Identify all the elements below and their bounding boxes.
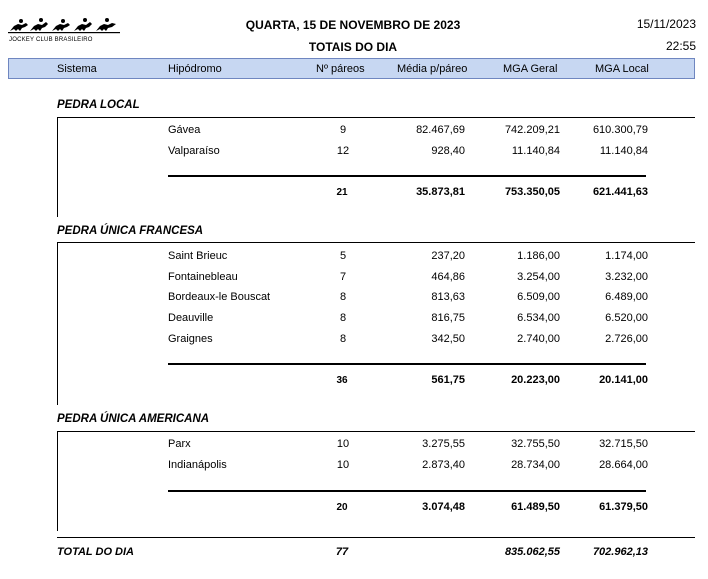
subtotal-rule: [168, 490, 646, 492]
row-hipodromo: Valparaíso: [168, 145, 220, 157]
row-mga-local: 32.715,50: [599, 438, 648, 450]
row-hipodromo: Gávea: [168, 124, 201, 136]
column-header-mga-local: MGA Local: [595, 63, 649, 75]
column-header-pareos: Nº páreos: [316, 63, 365, 75]
logo-caption: JOCKEY CLUB BRASILEIRO: [9, 37, 93, 43]
row-mga-geral: 2.740,00: [517, 333, 560, 345]
row-mga-local: 3.232,00: [605, 271, 648, 283]
total-mga-local: 702.962,13: [592, 546, 648, 558]
row-mga-local: 6.489,00: [605, 291, 648, 303]
row-mga-geral: 3.254,00: [517, 271, 560, 283]
row-mga-geral: 32.755,50: [511, 438, 560, 450]
subtotal-media: 561,75: [431, 374, 465, 386]
total-label: TOTAL DO DIA: [57, 546, 134, 558]
column-header-hipodromo: Hipódromo: [168, 63, 222, 75]
section-left-border: [57, 242, 58, 405]
section-title: PEDRA LOCAL: [57, 99, 140, 111]
row-mga-local: 2.726,00: [605, 333, 648, 345]
section-title: PEDRA ÚNICA FRANCESA: [57, 225, 204, 237]
row-media: 3.275,55: [422, 438, 465, 450]
row-media: 82.467,69: [416, 124, 465, 136]
row-mga-local: 6.520,00: [605, 312, 648, 324]
total-pareos: 77: [335, 546, 349, 558]
row-mga-local: 11.140,84: [599, 145, 648, 157]
row-mga-geral: 11.140,84: [511, 145, 560, 157]
row-media: 237,20: [431, 250, 465, 262]
subtotal-rule: [168, 175, 646, 177]
row-pareos: 9: [339, 124, 347, 136]
report-title: QUARTA, 15 DE NOVEMBRO DE 2023: [245, 18, 461, 32]
row-pareos: 5: [339, 250, 347, 262]
row-media: 2.873,40: [422, 459, 465, 471]
row-pareos: 10: [336, 459, 350, 471]
subtotal-mga-local: 621.441,63: [592, 186, 648, 198]
row-mga-geral: 1.186,00: [517, 250, 560, 262]
column-header-mga-geral: MGA Geral: [503, 63, 558, 75]
subtotal-pareos: 36: [336, 375, 348, 386]
subtotal-media: 3.074,48: [422, 501, 465, 513]
total-mga-geral: 835.062,55: [504, 546, 560, 558]
row-mga-local: 1.174,00: [605, 250, 648, 262]
row-media: 464,86: [431, 271, 465, 283]
row-hipodromo: Parx: [168, 438, 191, 450]
report-date: 15/11/2023: [636, 17, 696, 31]
row-mga-geral: 6.509,00: [517, 291, 560, 303]
row-hipodromo: Graignes: [168, 333, 213, 345]
subtotal-mga-local: 20.141,00: [599, 374, 648, 386]
subtotal-media: 35.873,81: [416, 186, 465, 198]
subtotal-mga-geral: 61.489,50: [511, 501, 560, 513]
row-mga-local: 28.664,00: [599, 459, 648, 471]
column-header-media: Média p/páreo: [397, 63, 468, 75]
row-pareos: 10: [336, 438, 350, 450]
row-media: 342,50: [431, 333, 465, 345]
row-pareos: 8: [339, 333, 347, 345]
subtotal-rule: [168, 363, 646, 365]
row-media: 816,75: [431, 312, 465, 324]
row-hipodromo: Saint Brieuc: [168, 250, 228, 262]
subtotal-mga-local: 61.379,50: [599, 501, 648, 513]
row-hipodromo: Bordeaux-le Bouscat: [168, 291, 271, 303]
section-left-border: [57, 117, 58, 217]
total-rule: [57, 537, 695, 538]
subtotal-pareos: 21: [336, 187, 348, 198]
report-subtitle: TOTAIS DO DIA: [308, 40, 398, 54]
subtotal-mga-geral: 753.350,05: [504, 186, 560, 198]
section-underline: [57, 431, 695, 432]
row-mga-geral: 742.209,21: [504, 124, 560, 136]
section-underline: [57, 242, 695, 243]
row-hipodromo: Deauville: [168, 312, 214, 324]
column-header-sistema: Sistema: [57, 63, 97, 75]
row-hipodromo: Fontainebleau: [168, 271, 238, 283]
row-media: 928,40: [431, 145, 465, 157]
subtotal-pareos: 20: [336, 502, 348, 513]
row-pareos: 7: [339, 271, 347, 283]
row-hipodromo: Indianápolis: [168, 459, 227, 471]
section-title: PEDRA ÚNICA AMERICANA: [57, 413, 210, 425]
row-pareos: 8: [339, 312, 347, 324]
row-pareos: 8: [339, 291, 347, 303]
row-mga-local: 610.300,79: [592, 124, 648, 136]
row-mga-geral: 28.734,00: [511, 459, 560, 471]
section-left-border: [57, 431, 58, 531]
racing-horses-icon: [8, 15, 120, 37]
subtotal-mga-geral: 20.223,00: [511, 374, 560, 386]
row-media: 813,63: [431, 291, 465, 303]
row-mga-geral: 6.534,00: [517, 312, 560, 324]
report-time: 22:55: [665, 39, 696, 53]
row-pareos: 12: [336, 145, 350, 157]
section-underline: [57, 117, 695, 118]
